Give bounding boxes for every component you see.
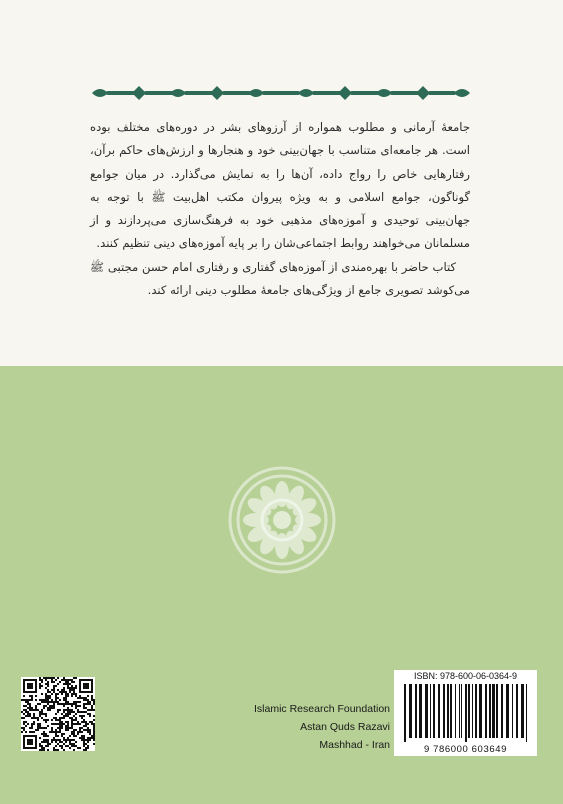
barcode-bars [402,684,529,742]
qr-code[interactable] [21,677,95,751]
publisher-block [200,700,390,754]
publisher-city: Mashhad - Iran [319,739,390,751]
isbn-barcode [394,670,537,756]
isbn-label: ISBN: 978-600-06-0364-9 [413,671,518,681]
paragraph-1: جامعهٔ آرمانی و مطلوب همواره از آرزوهای بشر در دوره‌های مختلف بوده است. هر جامعه‌ای متناسب با جهان‌بینی خود و هنجارها و ارزش‌های حاکم برآن، رفتارهایی خاص را رواج داده، آن‌ها را به نمایش می‌گذارد. در میان جوامع گوناگون، جوامع اسلامی و به ویژه پیروان مکتب اهل‌بیت ﷺ با توجه به جهان‌بینی توحیدی و آموزه‌های مذهبی خود به فرهنگ‌سازی می‌پردازند و از مسلمانان می‌خواهند روابط اجتماعی‌شان را بر پایه آموزه‌های دینی تنظیم کنند. [90,120,470,251]
rosette-medallion-icon [222,460,342,580]
description-text [90,116,470,302]
publisher-name: Islamic Research Foundation [254,703,390,715]
ornament-band-icon [92,82,470,104]
publisher-org: Astan Quds Razavi [300,721,390,733]
paragraph-2: کتاب حاضر با بهره‌مندی از آموزه‌های گفتاری و رفتاری امام حسن مجتبی ﷺ می‌کوشد تصویری جامع از ویژگی‌های جامعهٔ مطلوب دینی ارائه کند. [90,259,470,298]
barcode-number: 9 786000 603649 [424,744,507,755]
